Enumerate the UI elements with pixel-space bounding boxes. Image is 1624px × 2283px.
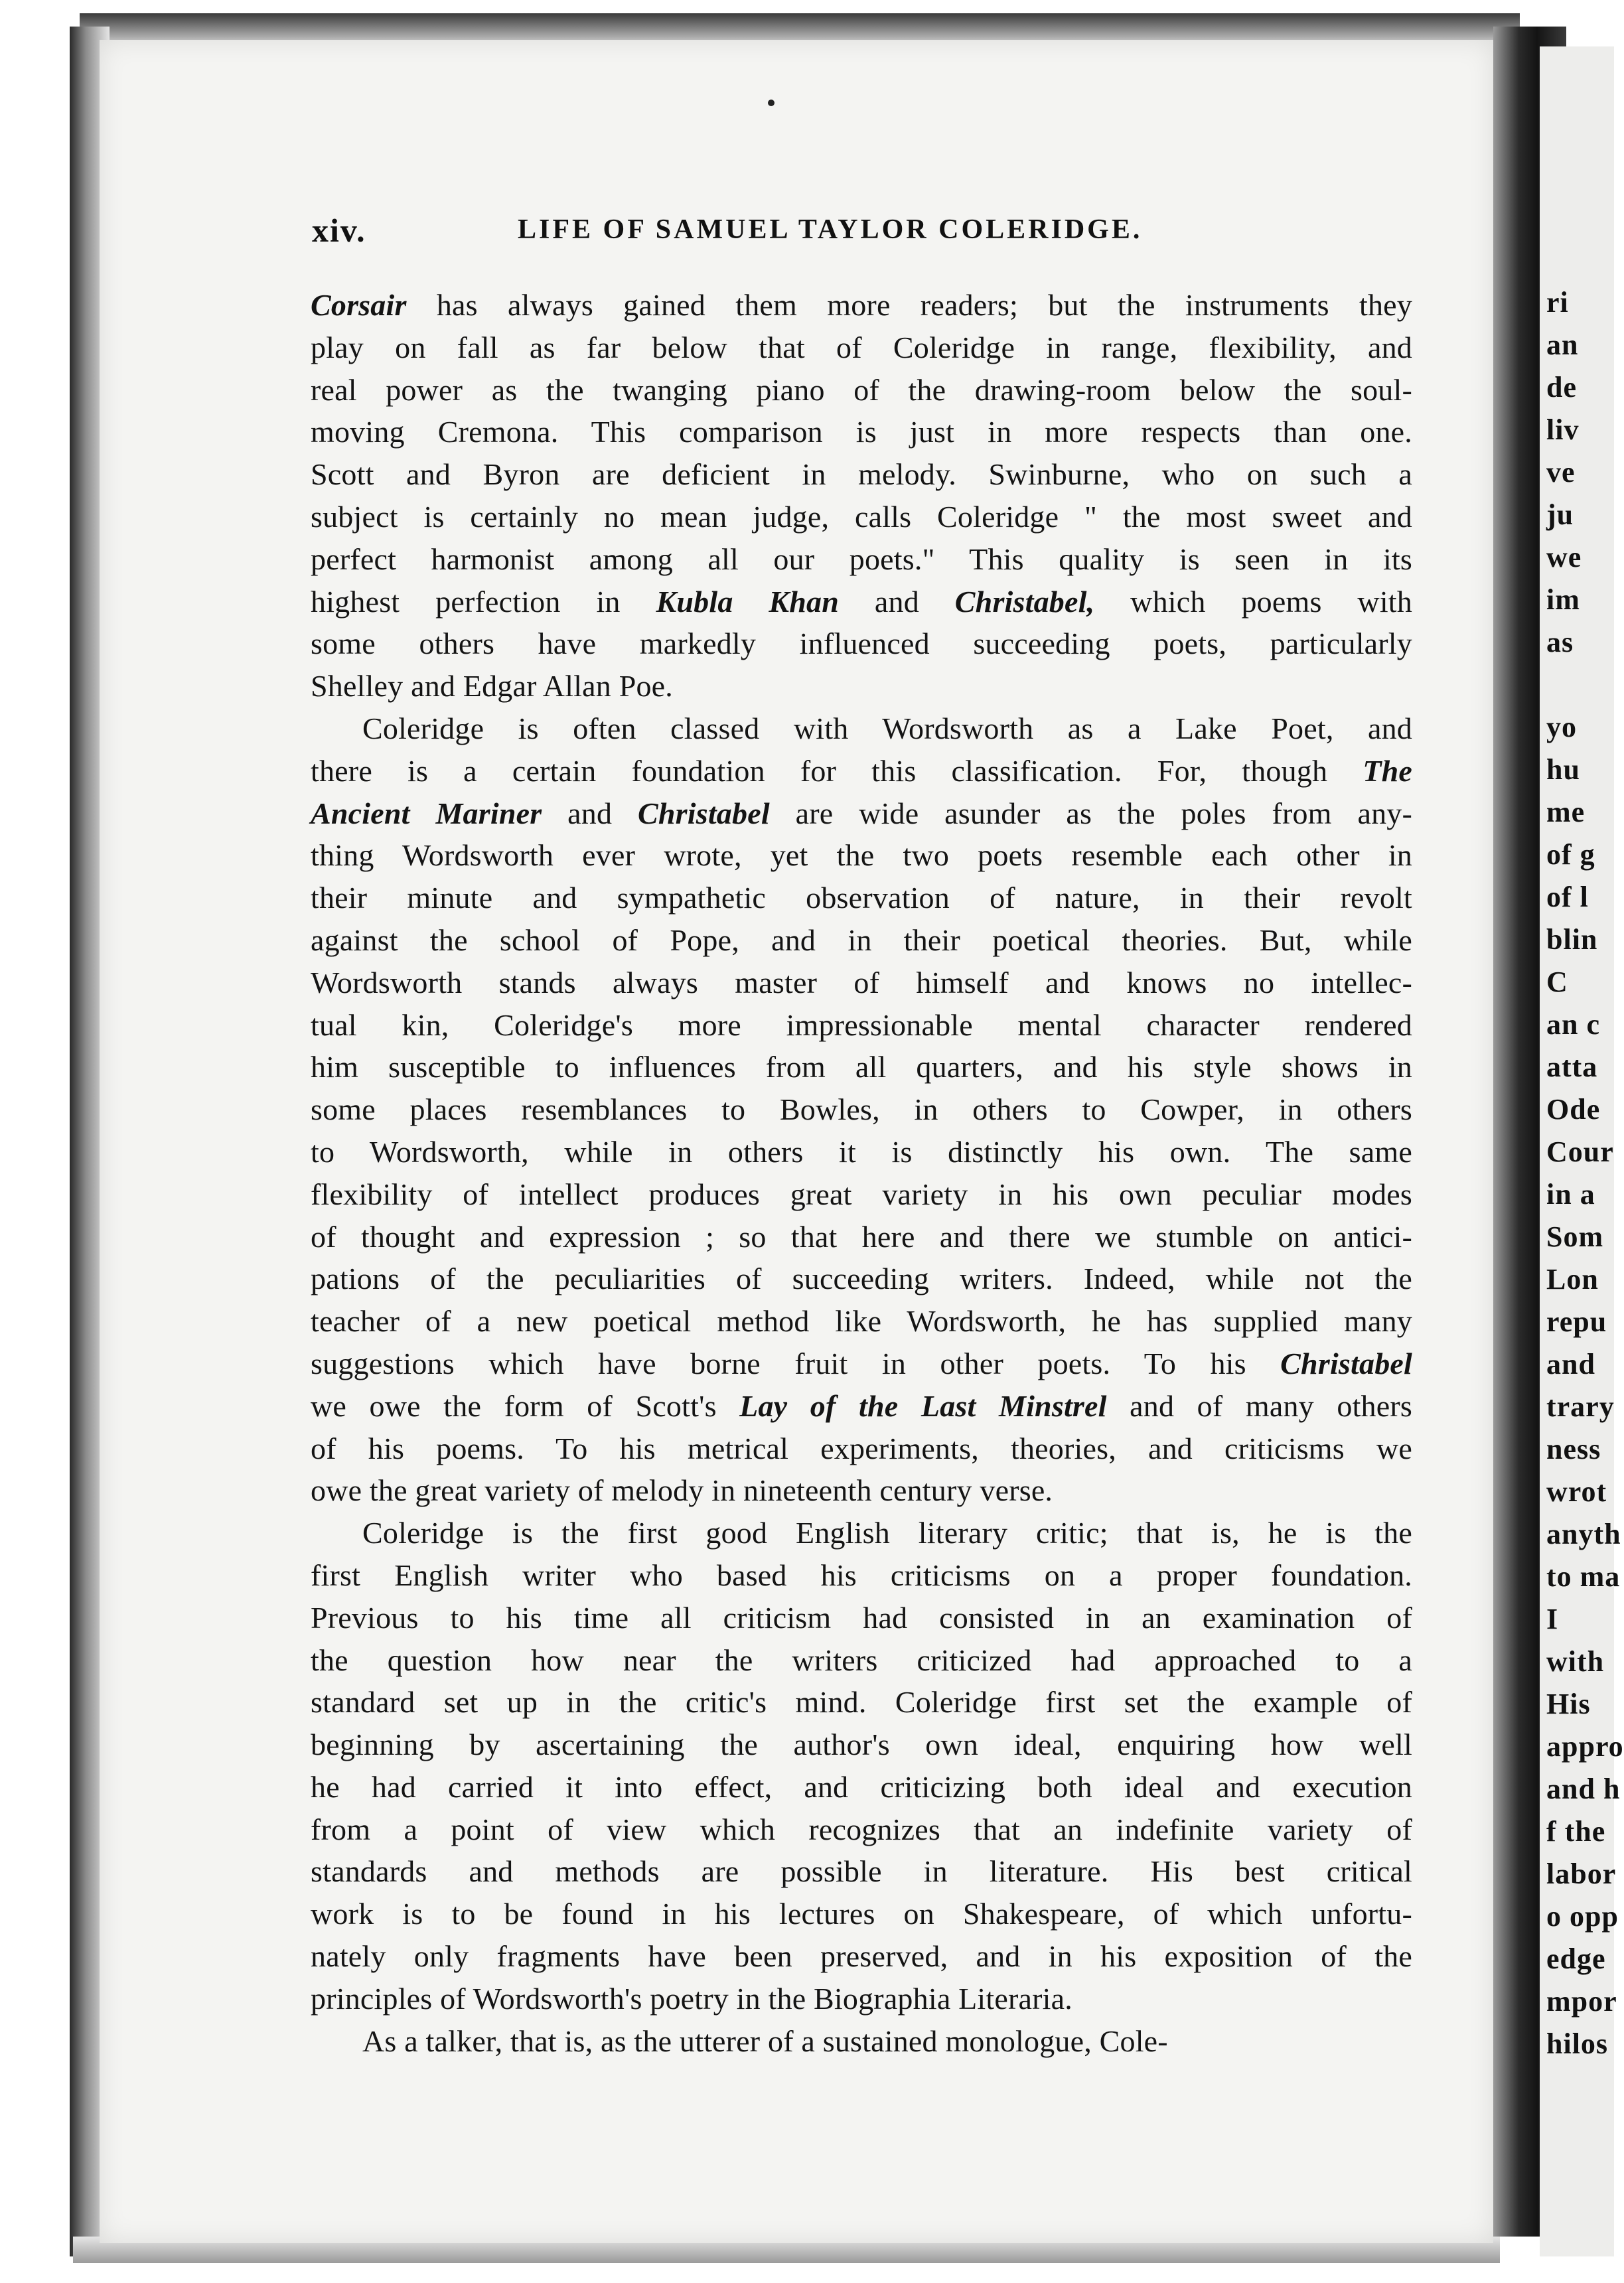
text-line bbox=[311, 453, 1412, 496]
text-segment: subject is certainly no mean judge, calls Coleridge " the most sweet and bbox=[311, 499, 1412, 534]
facing-page-text: in a bbox=[1546, 1178, 1595, 1211]
text-segment: nately only fragments have been preserved, and in his exposition of the bbox=[311, 1939, 1412, 1974]
text-line bbox=[311, 284, 1412, 327]
facing-page-text: of g bbox=[1546, 838, 1595, 871]
facing-page-text: Cour bbox=[1546, 1136, 1614, 1168]
text-segment: flexibility of intellect produces great variety in his own peculiar modes bbox=[311, 1177, 1412, 1211]
facing-page-text: ri bbox=[1546, 286, 1569, 319]
italic-title: Christabel bbox=[637, 796, 770, 830]
facing-page-text: edge bbox=[1546, 1943, 1606, 1975]
text-line bbox=[311, 1935, 1412, 1978]
text-line bbox=[311, 623, 1412, 665]
text-line bbox=[311, 1978, 1412, 2020]
text-line bbox=[311, 962, 1412, 1004]
text-line bbox=[311, 1850, 1412, 1893]
text-line bbox=[311, 538, 1412, 581]
text-line bbox=[311, 1300, 1412, 1343]
facing-page-text: Som bbox=[1546, 1220, 1604, 1253]
text-line bbox=[311, 919, 1412, 962]
italic-title: Christabel, bbox=[954, 584, 1095, 619]
text-line bbox=[311, 496, 1412, 538]
text-segment: Shelley and Edgar Allan Poe. bbox=[311, 669, 673, 703]
text-line bbox=[311, 1639, 1412, 1682]
facing-page-text: with bbox=[1546, 1645, 1605, 1678]
italic-title: Lay of the Last Minstrel bbox=[739, 1388, 1107, 1423]
running-head: LIFE OF SAMUEL TAYLOR COLERIDGE. bbox=[518, 214, 1143, 245]
facing-page-text: atta bbox=[1546, 1051, 1598, 1083]
text-line bbox=[311, 1216, 1412, 1258]
facing-page-text: and h bbox=[1546, 1773, 1621, 1805]
facing-page-text: to ma bbox=[1546, 1560, 1621, 1593]
facing-page-text: anyth bbox=[1546, 1518, 1621, 1550]
text-segment: some places resemblances to Bowles, in others to Cowper, in others bbox=[311, 1092, 1412, 1127]
text-line bbox=[311, 1343, 1412, 1385]
text-segment: of his poems. To his metrical experiments, theories, and criticisms we bbox=[311, 1431, 1412, 1465]
text-line bbox=[311, 1469, 1412, 1512]
italic-title: Ancient Mariner bbox=[311, 796, 542, 830]
facing-page-text: mpor bbox=[1546, 1985, 1617, 2018]
facing-page-fragment bbox=[1540, 46, 1624, 2256]
text-line bbox=[311, 1681, 1412, 1724]
text-line bbox=[311, 834, 1412, 877]
text-segment: first English writer who based his criticisms on a proper foundation. bbox=[311, 1558, 1412, 1592]
text-segment: real power as the twanging piano of the drawing-room below the soul- bbox=[311, 372, 1412, 407]
facing-page-text: of l bbox=[1546, 881, 1589, 913]
text-segment: highest perfection in bbox=[311, 584, 656, 619]
text-segment: Coleridge is often classed with Wordsworth as a Lake Poet, and bbox=[362, 711, 1412, 745]
text-segment: he had carried it into effect, and criticizing both ideal and execution bbox=[311, 1769, 1412, 1804]
text-line bbox=[311, 1808, 1412, 1851]
text-segment: are wide asunder as the poles from any- bbox=[769, 796, 1413, 830]
facing-page-text: repu bbox=[1546, 1305, 1607, 1338]
facing-page-text: me bbox=[1546, 796, 1586, 828]
text-segment: and bbox=[542, 796, 638, 830]
text-line bbox=[311, 1554, 1412, 1597]
text-line bbox=[311, 1724, 1412, 1766]
text-line bbox=[311, 665, 1412, 707]
text-segment: principles of Wordsworth's poetry in the Biographia Literaria. bbox=[311, 1981, 1072, 2016]
text-segment: suggestions which have borne fruit in other poets. To his bbox=[311, 1346, 1281, 1380]
text-segment: Scott and Byron are deficient in melody. Swinburne, who on such a bbox=[311, 457, 1412, 492]
text-segment: standards and methods are possible in literature. His best critical bbox=[311, 1854, 1412, 1889]
text-segment: teacher of a new poetical method like Wordsworth, he has supplied many bbox=[311, 1304, 1412, 1339]
text-line bbox=[311, 1173, 1412, 1216]
facing-page-text: ju bbox=[1546, 498, 1574, 531]
body-text bbox=[311, 284, 1412, 2062]
text-segment: moving Cremona. This comparison is just in more respects than one. bbox=[311, 415, 1412, 449]
text-segment: there is a certain foundation for this classification. For, though bbox=[311, 753, 1363, 788]
facing-page-text: Ode bbox=[1546, 1093, 1601, 1126]
text-line bbox=[311, 1258, 1412, 1300]
text-line bbox=[311, 1428, 1412, 1470]
italic-title: Christabel bbox=[1280, 1346, 1412, 1380]
text-segment: we owe the form of Scott's bbox=[311, 1388, 740, 1423]
paragraph bbox=[311, 1512, 1412, 2020]
text-segment: pations of the peculiarities of succeeding writers. Indeed, while not the bbox=[311, 1262, 1412, 1296]
facing-page-text: His bbox=[1546, 1688, 1591, 1720]
italic-title: Corsair bbox=[311, 288, 407, 322]
facing-page-text: blin bbox=[1546, 923, 1598, 956]
text-segment: has always gained them more readers; but the instruments they bbox=[406, 288, 1412, 322]
facing-page-text: ve bbox=[1546, 456, 1576, 488]
facing-page-text: Lon bbox=[1546, 1263, 1599, 1295]
text-line bbox=[311, 1088, 1412, 1131]
text-segment: and bbox=[839, 584, 955, 619]
paragraph bbox=[311, 2020, 1412, 2063]
facing-page-text: liv bbox=[1546, 413, 1580, 446]
facing-page-text: an c bbox=[1546, 1008, 1600, 1041]
text-segment: work is to be found in his lectures on Shakespeare, of which unfortu- bbox=[311, 1897, 1412, 1931]
text-line bbox=[311, 411, 1412, 453]
facing-page-text: trary bbox=[1546, 1390, 1615, 1423]
text-segment: thing Wordsworth ever wrote, yet the two poets resemble each other in bbox=[311, 838, 1412, 873]
facing-page-text: C bbox=[1546, 966, 1568, 998]
text-line bbox=[311, 581, 1412, 623]
facing-page-text: I bbox=[1546, 1603, 1559, 1635]
facing-page-text: an bbox=[1546, 329, 1579, 361]
facing-page-text: im bbox=[1546, 583, 1580, 616]
text-segment: of thought and expression ; so that here and there we stumble on antici- bbox=[311, 1219, 1412, 1254]
text-line bbox=[311, 1512, 1412, 1554]
facing-page-text: o opp bbox=[1546, 1900, 1619, 1933]
facing-page-text: labor bbox=[1546, 1858, 1617, 1890]
facing-page-text: appro bbox=[1546, 1730, 1624, 1763]
text-segment: the question how near the writers criticized had approached to a bbox=[311, 1643, 1412, 1677]
printer-mark bbox=[768, 100, 775, 106]
text-segment: some others have markedly influenced succeeding poets, particularly bbox=[311, 626, 1412, 661]
text-line bbox=[311, 1597, 1412, 1639]
page-number: xiv. bbox=[312, 212, 366, 249]
paragraph bbox=[311, 707, 1412, 1512]
text-segment: play on fall as far below that of Coleridge in range, flexibility, and bbox=[311, 330, 1412, 364]
text-segment: perfect harmonist among all our poets." This quality is seen in its bbox=[311, 542, 1412, 576]
facing-page-text: and bbox=[1546, 1348, 1595, 1380]
text-segment: owe the great variety of melody in nineteenth century verse. bbox=[311, 1473, 1053, 1508]
text-line bbox=[311, 327, 1412, 369]
text-segment: which poems with bbox=[1094, 584, 1412, 619]
text-segment: and of many others bbox=[1106, 1388, 1412, 1423]
facing-page-text: yo bbox=[1546, 711, 1577, 743]
text-line bbox=[311, 369, 1412, 411]
text-segment: beginning by ascertaining the author's own ideal, enquiring how well bbox=[311, 1728, 1412, 1762]
text-line bbox=[311, 1385, 1412, 1428]
text-line bbox=[311, 792, 1412, 835]
text-segment: Coleridge is the first good English literary critic; that is, he is the bbox=[362, 1516, 1412, 1550]
facing-page-text: as bbox=[1546, 626, 1574, 658]
facing-page-text: ness bbox=[1546, 1433, 1601, 1465]
text-line bbox=[311, 877, 1412, 919]
text-line bbox=[311, 1131, 1412, 1173]
italic-title: The bbox=[1363, 753, 1412, 788]
text-segment: tual kin, Coleridge's more impressionable mental character rendered bbox=[311, 1007, 1412, 1042]
text-segment: As a talker, that is, as the utterer of a sustained monologue, Cole- bbox=[362, 2024, 1168, 2058]
text-line bbox=[311, 1004, 1412, 1047]
text-line bbox=[311, 750, 1412, 792]
paragraph bbox=[311, 284, 1412, 707]
text-line bbox=[311, 1893, 1412, 1935]
text-segment: Previous to his time all criticism had consisted in an examination of bbox=[311, 1600, 1412, 1635]
text-segment: him susceptible to influences from all quarters, and his style shows in bbox=[311, 1050, 1412, 1084]
text-line bbox=[311, 2020, 1412, 2063]
text-segment: Wordsworth stands always master of himself and knows no intellec- bbox=[311, 965, 1412, 999]
facing-page-text: hu bbox=[1546, 753, 1580, 786]
facing-page-text: we bbox=[1546, 541, 1582, 573]
facing-page-text: de bbox=[1546, 371, 1577, 404]
text-segment: standard set up in the critic's mind. Coleridge first set the example of bbox=[311, 1685, 1412, 1720]
facing-page-text: hilos bbox=[1546, 2027, 1609, 2060]
text-line bbox=[311, 707, 1412, 750]
facing-page-text: f the bbox=[1546, 1815, 1606, 1848]
text-segment: their minute and sympathetic observation of nature, in their revolt bbox=[311, 881, 1412, 915]
text-segment: to Wordsworth, while in others it is distinctly his own. The same bbox=[311, 1134, 1412, 1169]
text-line bbox=[311, 1766, 1412, 1808]
text-segment: against the school of Pope, and in their poetical theories. But, while bbox=[311, 922, 1412, 957]
text-segment: from a point of view which recognizes that an indefinite variety of bbox=[311, 1812, 1412, 1846]
italic-title: Kubla Khan bbox=[656, 584, 840, 619]
facing-page-text: wrot bbox=[1546, 1475, 1607, 1508]
text-line bbox=[311, 1046, 1412, 1088]
